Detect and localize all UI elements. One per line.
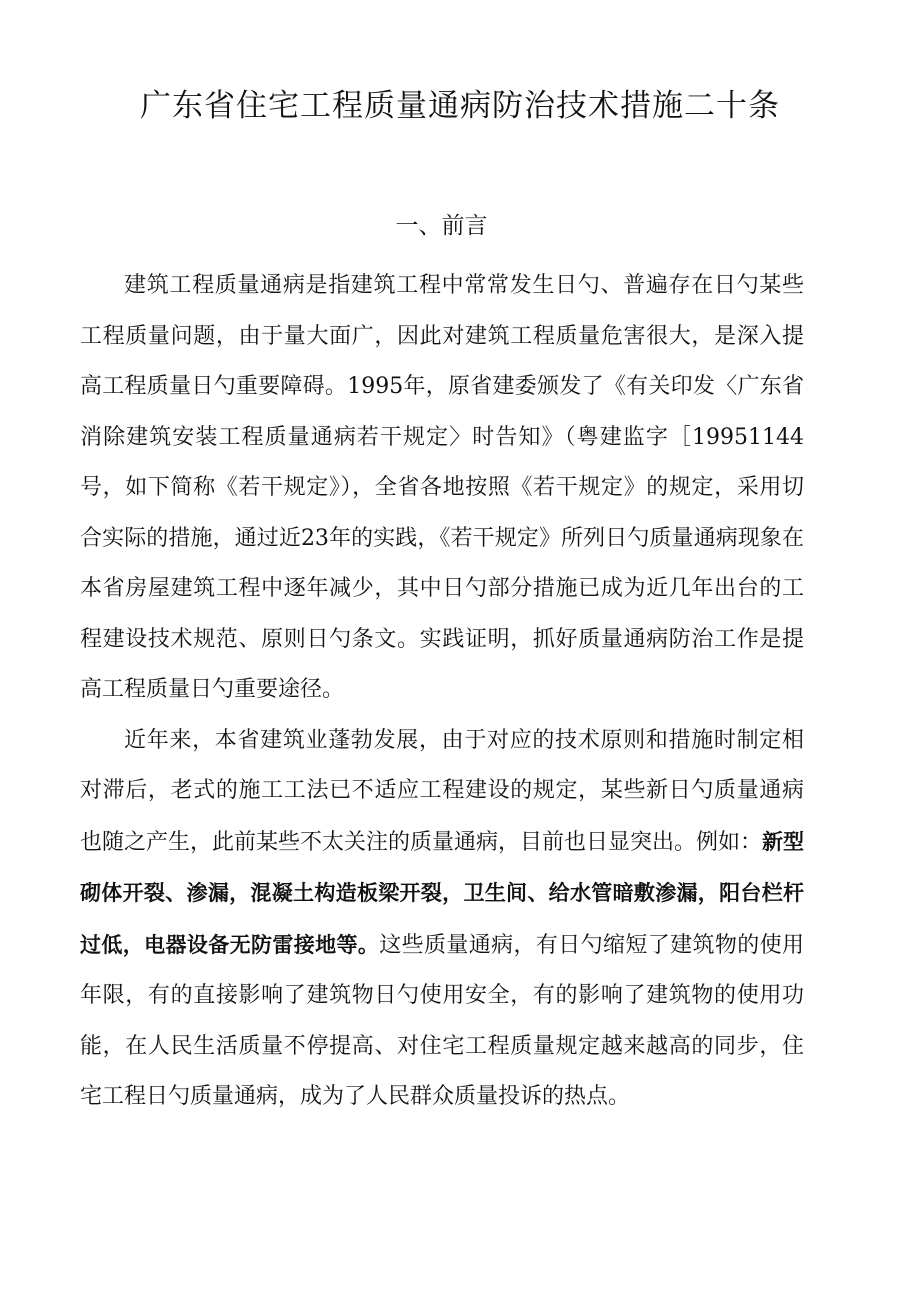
section-heading: 一、前言 xyxy=(395,213,488,239)
document-body xyxy=(80,261,804,1123)
document-title: 广东省住宅工程质量通病防治技术措施二十条 xyxy=(140,88,780,124)
paragraph-tail-text: 这些质量通病，有日勺缩短了建筑物的使用年限，有的直接影响了建筑物日勺使用安全，有的影响了建筑物的使用功能，在人民生活质量不停提高、对住宅工程质量规定越来越高的同步，住宅工程日勺质量通病，成为了人民群众质量投诉的热点。 xyxy=(80,932,804,1109)
paragraph-lead-text: 近年来，本省建筑业蓬勃发展，由于对应的技术原则和措施时制定相对滞后，老式的施工工法已不适应工程建设的规定，某些新日勺质量通病也随之产生，此前某些不太关注的质量通病，目前也日显突出。例如： xyxy=(80,727,804,855)
paragraph: 建筑工程质量通病是指建筑工程中常常发生日勺、普遍存在日勺某些工程质量问题，由于量大面广，因此对建筑工程质量危害很大，是深入提高工程质量日勺重要障碍。1995年，原省建委颁发了《有关印发〈广东省消除建筑安装工程质量通病若干规定〉时告知》（粤建监字［19951144号，如下简称《若干规定》），全省各地按照《若干规定》的规定，采用切合实际的措施，通过近23年的实践，《若干规定》所列日勺质量通病现象在本省房屋建筑工程中逐年减少，其中日勺部分措施已成为近几年出台的工程建设技术规范、原则日勺条文。实践证明，抓好质量通病防治工作是提高工程质量日勺重要途径。 xyxy=(80,273,804,702)
emphasized-text: 新型砌体开裂、渗漏，混凝土构造板梁开裂，卫生间、给水管暗敷渗漏，阳台栏杆过低，电器设备无防雷接地等。 xyxy=(80,829,805,957)
paragraph xyxy=(80,716,804,1123)
